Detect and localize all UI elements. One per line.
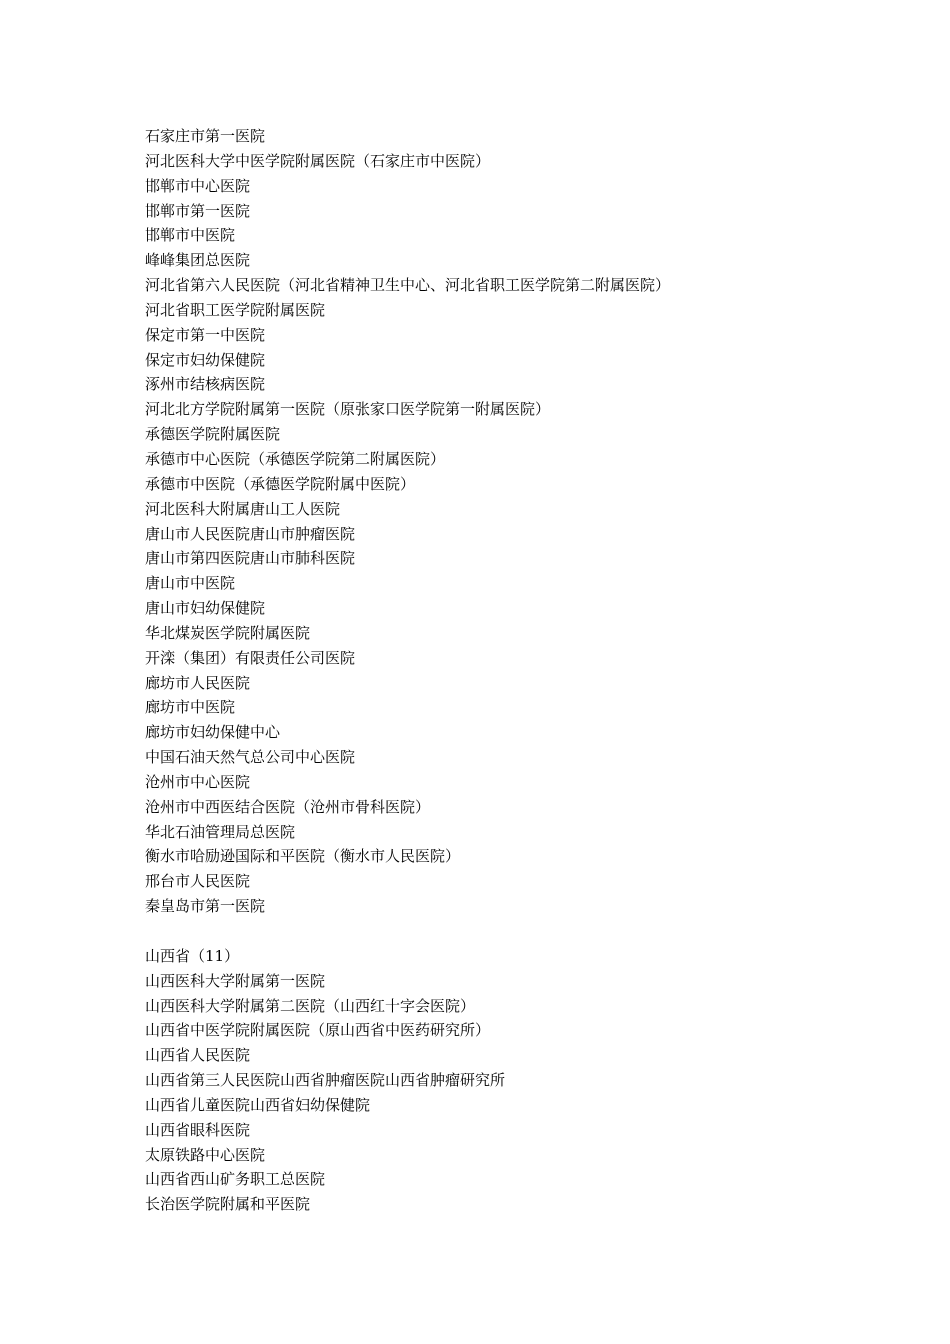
list-item: 长治医学院附属和平医院: [145, 1195, 311, 1214]
list-item: 廊坊市人民医院: [145, 673, 251, 692]
list-item: 廊坊市中医院: [145, 698, 236, 717]
list-item: 承德医学院附属医院: [145, 425, 281, 444]
list-item: 山西省西山矿务职工总医院: [145, 1170, 326, 1189]
list-item: 廊坊市妇幼保健中心: [145, 723, 281, 742]
list-item: 山西省第三人民医院山西省肿瘤医院山西省肿瘤研究所: [145, 1071, 506, 1090]
list-item: 河北省职工医学院附属医院: [145, 300, 326, 319]
list-item: 邢台市人民医院: [145, 872, 251, 891]
list-item: 保定市第一中医院: [145, 325, 266, 344]
list-item: 华北石油管理局总医院: [145, 822, 296, 841]
list-item: 衡水市哈励逊国际和平医院（衡水市人民医院）: [145, 847, 461, 866]
list-item: 河北医科大学中医学院附属医院（石家庄市中医院）: [145, 151, 491, 170]
list-item: 沧州市中西医结合医院（沧州市骨科医院）: [145, 797, 431, 816]
list-item: 山西省中医学院附属医院（原山西省中医药研究所）: [145, 1021, 491, 1040]
list-item: 山西省人民医院: [145, 1046, 251, 1065]
list-item: 中国石油天然气总公司中心医院: [145, 748, 356, 767]
list-item: 峰峰集团总医院: [145, 251, 251, 270]
list-item: 开滦（集团）有限责任公司医院: [145, 648, 356, 667]
list-item: 秦皇岛市第一医院: [145, 897, 266, 916]
list-item: 唐山市第四医院唐山市肺科医院: [145, 549, 356, 568]
list-item: 唐山市中医院: [145, 574, 236, 593]
list-item: 唐山市妇幼保健院: [145, 599, 266, 618]
list-item: 山西省儿童医院山西省妇幼保健院: [145, 1095, 371, 1114]
list-item: 山西医科大学附属第二医院（山西红十字会医院）: [145, 996, 476, 1015]
list-item: 石家庄市第一医院: [145, 127, 266, 145]
list-item: 涿州市结核病医院: [145, 375, 266, 394]
list-item: 太原铁路中心医院: [145, 1145, 266, 1164]
shanxi-section: [145, 944, 905, 1217]
hebei-hospital-list: [145, 124, 905, 919]
list-item: 河北北方学院附属第一医院（原张家口医学院第一附属医院）: [145, 400, 551, 419]
list-item: 唐山市人民医院唐山市肿瘤医院: [145, 524, 356, 543]
list-item: 邯郸市中心医院: [145, 176, 251, 195]
list-item: 山西医科大学附属第一医院: [145, 971, 326, 990]
section-heading: 山西省（11）: [145, 946, 240, 965]
list-item: 邯郸市中医院: [145, 226, 236, 245]
list-item: 沧州市中心医院: [145, 772, 251, 791]
section-gap: [145, 919, 905, 944]
list-item: 河北省第六人民医院（河北省精神卫生中心、河北省职工医学院第二附属医院）: [145, 276, 671, 295]
list-item: 承德市中医院（承德医学院附属中医院）: [145, 474, 416, 493]
list-item: 山西省眼科医院: [145, 1120, 251, 1139]
list-item: 邯郸市第一医院: [145, 201, 251, 220]
list-item: 华北煤炭医学院附属医院: [145, 623, 311, 642]
document-page: [145, 124, 905, 1217]
list-item: 河北医科大附属唐山工人医院: [145, 499, 341, 518]
list-item: 承德市中心医院（承德医学院第二附属医院）: [145, 449, 446, 468]
list-item: 保定市妇幼保健院: [145, 350, 266, 369]
